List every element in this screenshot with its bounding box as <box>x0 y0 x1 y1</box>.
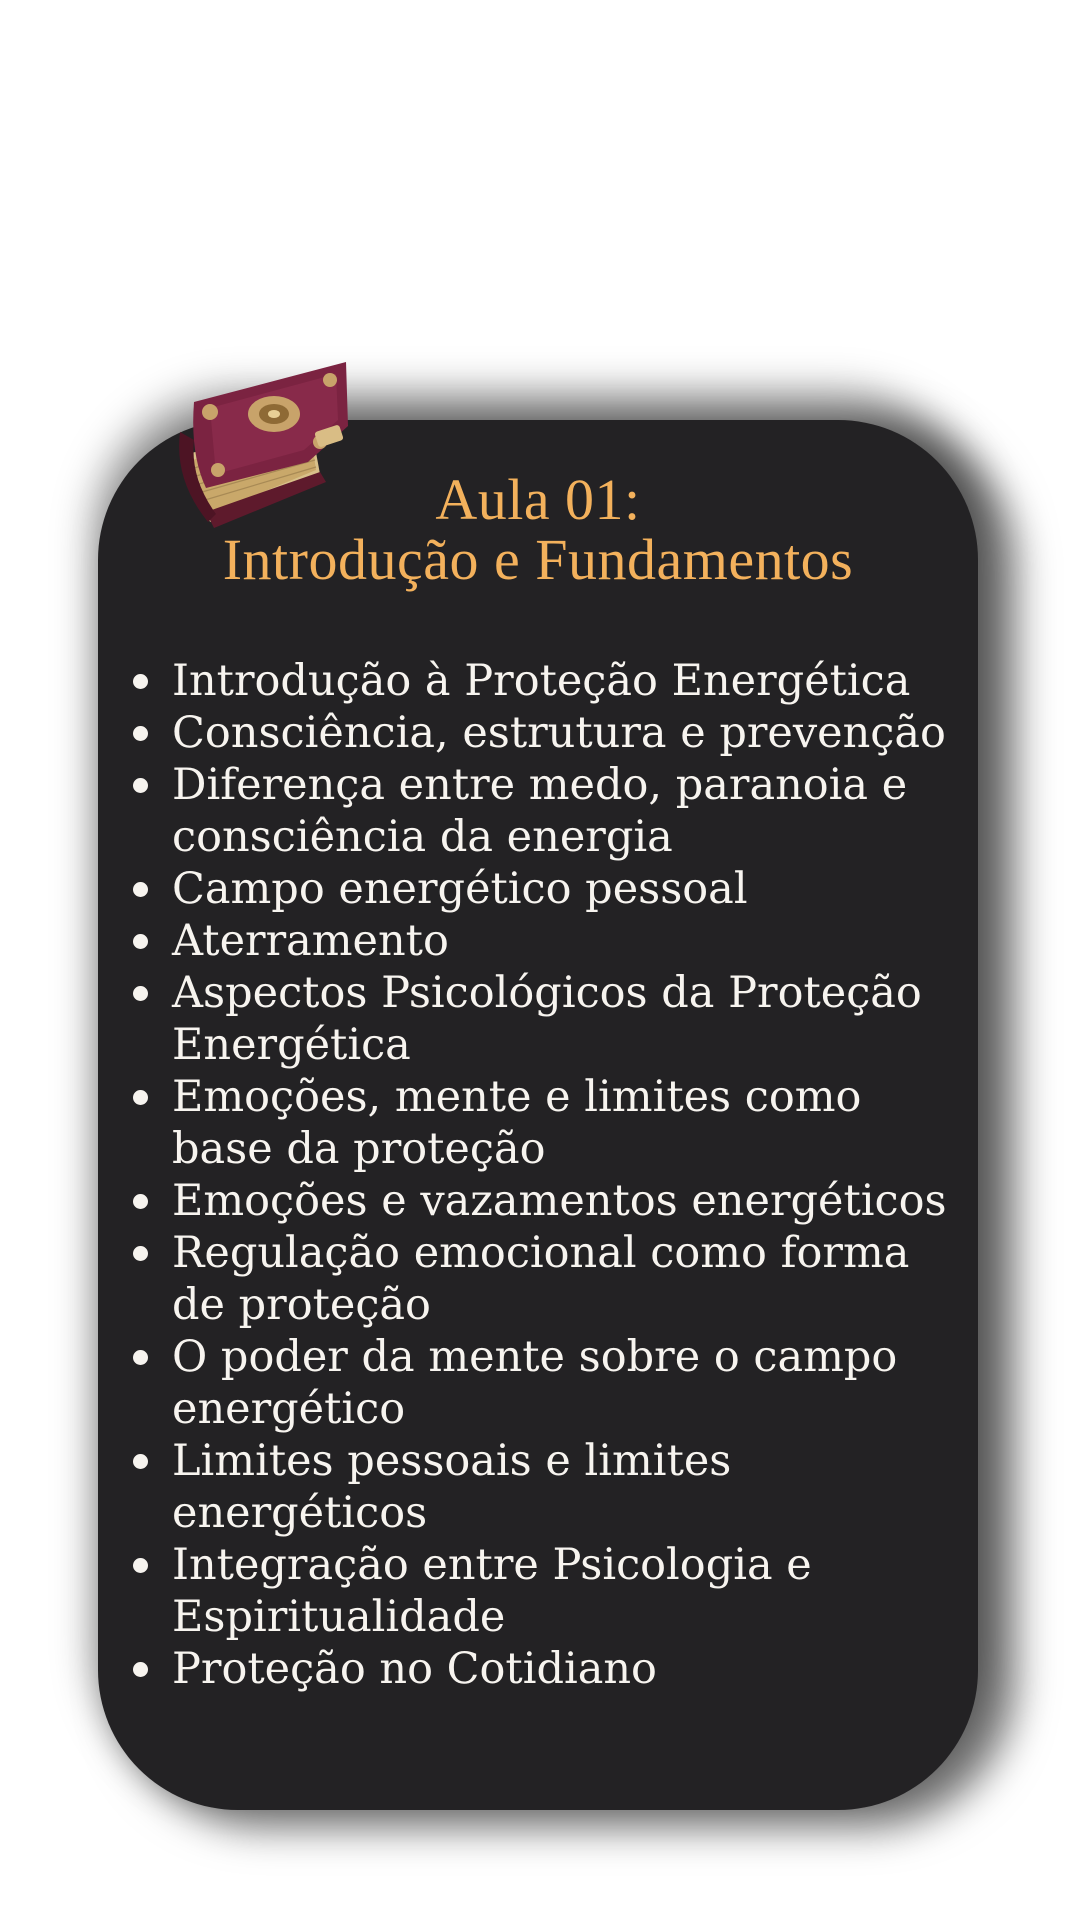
topic-item <box>125 1435 965 1539</box>
topic-item <box>125 655 965 707</box>
topic-text: Integração entre Psicologia e Espiritualidade <box>172 1540 812 1642</box>
topic-list <box>125 655 965 1695</box>
bullet-icon <box>133 1662 148 1677</box>
lesson-subtitle: Introdução e Fundamentos <box>222 527 854 592</box>
topic-item <box>125 707 965 759</box>
topic-text: Diferença entre medo, paranoia e consciência da energia <box>172 760 908 862</box>
bullet-icon <box>133 1090 148 1105</box>
topic-text: Regulação emocional como forma de proteção <box>172 1228 910 1330</box>
bullet-icon <box>133 1350 148 1365</box>
topic-item <box>125 759 965 863</box>
topic-item <box>125 1071 965 1175</box>
topic-item <box>125 1175 965 1227</box>
bullet-icon <box>133 1454 148 1469</box>
topic-text: Emoções e vazamentos energéticos <box>172 1176 947 1226</box>
bullet-icon <box>133 726 148 741</box>
bullet-icon <box>133 934 148 949</box>
bullet-icon <box>133 986 148 1001</box>
topic-item <box>125 967 965 1071</box>
topic-text: O poder da mente sobre o campo energético <box>172 1332 898 1434</box>
topic-item <box>125 915 965 967</box>
topic-item <box>125 1643 965 1695</box>
bullet-icon <box>133 1558 148 1573</box>
lesson-title <box>98 467 978 592</box>
bullet-icon <box>133 1246 148 1261</box>
topic-text: Emoções, mente e limites como base da proteção <box>172 1072 862 1174</box>
bullet-icon <box>133 882 148 897</box>
topic-text: Campo energético pessoal <box>172 864 748 914</box>
topic-text: Limites pessoais e limites energéticos <box>172 1436 732 1538</box>
topic-text: Proteção no Cotidiano <box>172 1644 657 1694</box>
lesson-number: Aula 01: <box>435 467 641 532</box>
topic-item <box>125 863 965 915</box>
topic-text: Aspectos Psicológicos da Proteção Energética <box>172 968 922 1070</box>
topic-item <box>125 1331 965 1435</box>
topic-text: Consciência, estrutura e prevenção <box>172 708 946 758</box>
topic-item <box>125 1539 965 1643</box>
bullet-icon <box>133 778 148 793</box>
topic-text: Aterramento <box>172 916 449 966</box>
topic-item <box>125 1227 965 1331</box>
bullet-icon <box>133 1194 148 1209</box>
topic-text: Introdução à Proteção Energética <box>172 656 911 706</box>
bullet-icon <box>133 674 148 689</box>
